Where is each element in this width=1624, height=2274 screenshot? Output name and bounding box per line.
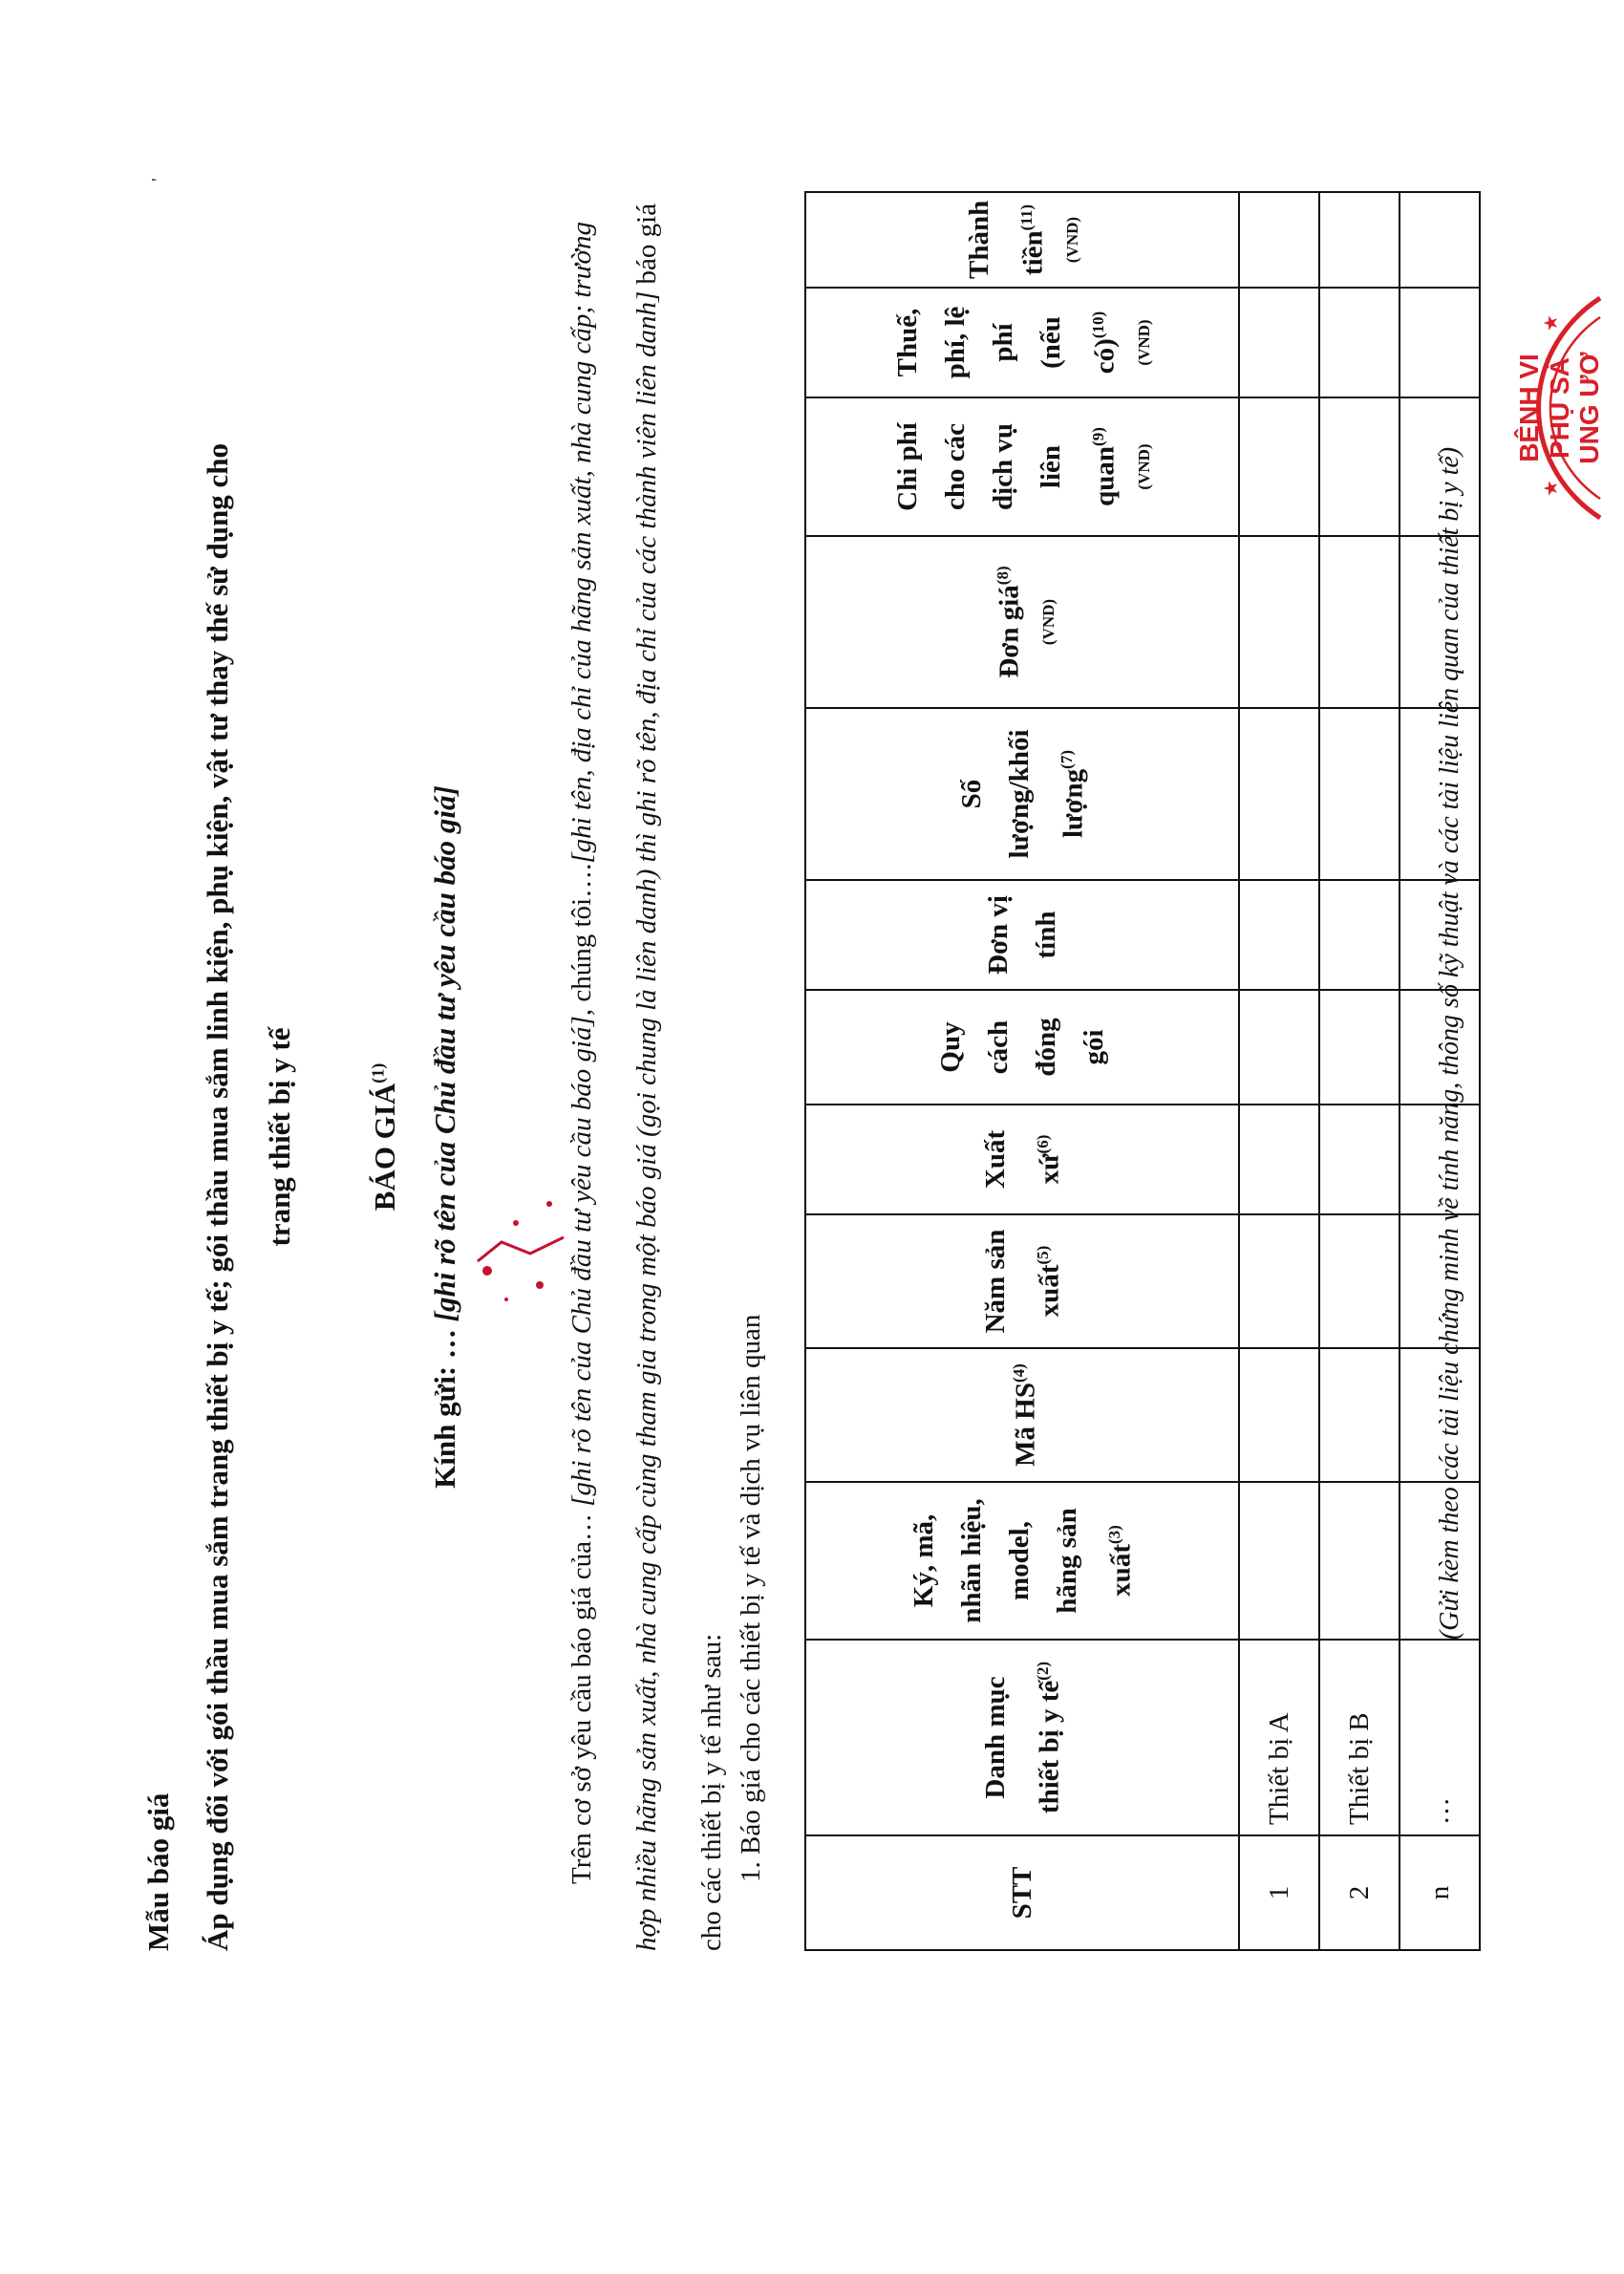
cell-empty	[1319, 990, 1400, 1105]
header-text: Thành tiền	[963, 200, 1049, 279]
cell-empty	[1239, 1482, 1319, 1640]
stamp-star-icon: ★	[1541, 480, 1562, 497]
table-header-row	[805, 192, 1239, 1950]
header-footnote-ref: (2)	[1033, 1661, 1052, 1681]
header-unit: (VND)	[1135, 443, 1154, 490]
hospital-stamp	[1433, 279, 1605, 537]
stamp-line-3: UNG ƯƠ	[1574, 352, 1604, 464]
column-header	[805, 1214, 1239, 1348]
cell-empty	[1239, 1348, 1319, 1482]
subject-line-2: trang thiết bị y tế	[263, 1027, 296, 1247]
cell-stt: 1	[1239, 1835, 1319, 1950]
header-text: Ký, mã, nhãn hiệu, model, hãng sản xuất	[908, 1498, 1137, 1623]
cell-item: Thiết bị B	[1319, 1640, 1400, 1835]
header-text: Đơn vị tính	[983, 895, 1061, 975]
cell-empty	[1239, 708, 1319, 880]
column-header	[805, 708, 1239, 880]
cell-empty	[1319, 536, 1400, 708]
header-text: Thuế, phí, lệ phí (nếu có)	[891, 306, 1121, 379]
column-header	[805, 880, 1239, 990]
header-text: STT	[1007, 1866, 1037, 1920]
stamp-star-icon: ★	[1541, 314, 1562, 332]
header-unit: (VND)	[1135, 319, 1154, 366]
header-text: Mã HS	[1010, 1383, 1041, 1467]
cell-empty	[1319, 1348, 1400, 1482]
cell-empty	[1239, 1214, 1319, 1348]
scan-mark: '	[148, 178, 169, 182]
cell-empty	[1319, 288, 1400, 397]
footnote: (Gửi kèm theo các tài liệu chứng minh về tính năng, thông số kỹ thuật và các tài liệu liên quan của thiết bị y tế)	[1435, 446, 1464, 1641]
column-header	[805, 1482, 1239, 1640]
title-footnote-ref: (1)	[368, 1062, 388, 1083]
column-header	[805, 1640, 1239, 1835]
header-footnote-ref: (11)	[1016, 204, 1036, 231]
cell-empty	[1319, 192, 1400, 288]
subject-line-1: Áp dụng đối với gói thầu mua sắm trang thiết bị y tế; gói thầu mua sắm linh kiện, phụ kiện, vật tư thay thế sử dụng cho	[201, 443, 234, 1951]
column-header	[805, 397, 1239, 536]
quotation-table	[804, 191, 1481, 1951]
header-text: Năm sản xuất	[979, 1229, 1065, 1334]
intro-text-1: Trên cơ sở yêu cầu báo giá của…	[566, 1506, 597, 1884]
header-footnote-ref: (10)	[1088, 311, 1107, 339]
intro-text-3: báo giá cho các thiết bị y tế như sau:	[631, 203, 727, 1951]
column-header	[805, 1348, 1239, 1482]
stamp-line-2: PHỤ SẢ	[1545, 357, 1574, 459]
header-footnote-ref: (3)	[1104, 1525, 1123, 1545]
header-footnote-ref: (9)	[1088, 427, 1107, 446]
form-label: Mẫu báo giá	[141, 1792, 175, 1951]
cell-empty	[1239, 397, 1319, 536]
header-text: Quy cách đóng gói	[935, 1018, 1109, 1077]
column-header	[805, 536, 1239, 708]
header-text: Chi phí cho các dịch vụ liên quan	[891, 422, 1121, 511]
cell-empty	[1239, 536, 1319, 708]
cell-empty	[1319, 1105, 1400, 1214]
table-row	[1319, 192, 1400, 1950]
header-text: Xuất xứ	[979, 1129, 1065, 1190]
cell-item: …	[1400, 1640, 1480, 1835]
header-footnote-ref: (7)	[1057, 750, 1076, 769]
column-header	[805, 192, 1239, 288]
header-unit: (VND)	[1063, 216, 1082, 264]
cell-empty	[1319, 1214, 1400, 1348]
column-header	[805, 1835, 1239, 1950]
cell-empty	[1239, 1105, 1319, 1214]
cell-empty	[1239, 192, 1319, 288]
header-text: Danh mục thiết bị y tế	[979, 1676, 1065, 1814]
document-title	[368, 0, 402, 2274]
cell-empty	[1319, 880, 1400, 990]
cell-stt: 2	[1319, 1835, 1400, 1950]
recipient-prefix: Kính gửi: …	[428, 1321, 461, 1489]
intro-placeholder-1: [ghi rõ tên của Chủ đầu tư yêu cầu báo giá]	[566, 1016, 597, 1507]
header-unit: (VND)	[1039, 598, 1058, 646]
cell-stt: n	[1400, 1835, 1480, 1950]
table-row	[1239, 192, 1319, 1950]
title-text: BÁO GIÁ	[368, 1083, 401, 1212]
recipient-line	[428, 0, 462, 2274]
recipient-placeholder: [ghi rõ tên của Chủ đầu tư yêu cầu báo giá]	[428, 785, 461, 1322]
cell-empty	[1239, 288, 1319, 397]
cell-empty	[1239, 880, 1319, 990]
intro-text-2: , chúng tôi….	[566, 863, 597, 1017]
cell-empty	[1319, 708, 1400, 880]
intro-placeholder-2: [ghi tên, địa chỉ của hãng sản xuất, nhà cung cấp; trường hợp nhiều hãng sản xuất, nhà cung cấp cùng tham gia trong một báo giá (gọi chung là liên danh) thì ghi rõ tên, địa chỉ của các thành viên liên danh]	[566, 222, 662, 1951]
header-footnote-ref: (4)	[1009, 1363, 1028, 1384]
column-header	[805, 990, 1239, 1105]
cell-empty	[1319, 1482, 1400, 1640]
section-1-heading: 1. Báo giá cho các thiết bị y tế và dịch vụ liên quan	[736, 1314, 766, 1882]
cell-empty	[1319, 397, 1400, 536]
cell-item: Thiết bị A	[1239, 1640, 1319, 1835]
header-footnote-ref: (8)	[993, 566, 1012, 586]
column-header	[805, 288, 1239, 397]
column-header	[805, 1105, 1239, 1214]
cell-empty	[1239, 990, 1319, 1105]
header-footnote-ref: (5)	[1033, 1245, 1052, 1265]
header-footnote-ref: (6)	[1033, 1134, 1052, 1154]
header-text: Đơn giá	[994, 585, 1025, 678]
header-text: Số lượng/khối lượng	[955, 729, 1089, 859]
stamp-line-1: BỆNH VI	[1514, 354, 1544, 462]
intro-paragraph	[549, 193, 744, 1951]
